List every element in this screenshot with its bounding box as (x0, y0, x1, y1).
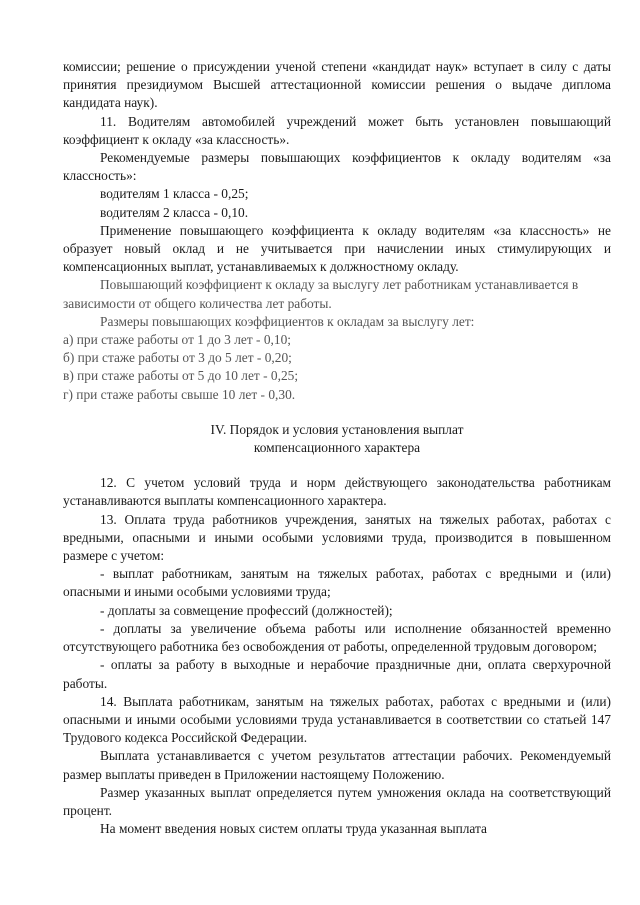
list-item-seniority-c: в) при стаже работы от 5 до 10 лет - 0,25; (63, 368, 299, 384)
paragraph-new-systems-truncated: На момент введения новых систем оплаты труда указанная выплата (100, 821, 487, 837)
paragraph-payment-size: Размер указанных выплат определяется путем умножения оклада на соответствующий процент. (63, 784, 611, 818)
paragraph-commission-continued: комиссии; решение о присуждении ученой степени «кандидат наук» вступает в силу с даты принятия президиумом Высшей аттестационной комиссии решения о выдаче диплома кандидата наук). (63, 59, 611, 111)
paragraph-14-labor-code: 14. Выплата работникам, занятым на тяжелых работах, работах с вредными и (или) опасными и иными особыми условиями труда устанавливается в соответствии со статьей 147 Трудового кодекса Российской Федерации. (63, 693, 611, 746)
paragraph-class-coefficient-application: Применение повышающего коэффициента к окладу водителям «за классность» не образует новый оклад и не учитывается при начислении иных стимулирующих и компенсационных выплат, устанавливаемых к должностному окладу. (63, 222, 611, 275)
list-item-seniority-d: г) при стаже работы свыше 10 лет - 0,30. (63, 386, 296, 402)
paragraph-13-hard-work-pay: 13. Оплата труда работников учреждения, занятых на тяжелых работах, работах с вредными, опасными и иными особыми условиями труда, производится в повышенном размере с учетом: (63, 511, 611, 564)
section-heading-line-1: IV. Порядок и условия установления выплат (210, 421, 464, 437)
paragraph-recommended-class-coefficients: Рекомендуемые размеры повышающих коэффициентов к окладу водителям «за классность»: (63, 150, 611, 184)
list-item-class-1: водителям 1 класса - 0,25; (100, 186, 249, 202)
list-item-seniority-a: а) при стаже работы от 1 до 3 лет - 0,10; (63, 332, 292, 348)
list-item-weekend-overtime: - оплаты за работу в выходные и нерабочие праздничные дни, оплата сверхурочной работы. (63, 657, 611, 691)
list-item-seniority-b: б) при стаже работы от 3 до 5 лет - 0,20; (63, 350, 292, 366)
paragraph-11-drivers: 11. Водителям автомобилей учреждений может быть установлен повышающий коэффициент к окладу «за классность». (63, 113, 611, 147)
list-item-hard-work-payments: - выплат работникам, занятым на тяжелых работах, работах с вредными и (или) опасными и иными особыми условиями труда; (63, 566, 611, 600)
list-item-class-2: водителям 2 класса - 0,10. (100, 204, 249, 220)
spacer (63, 404, 611, 421)
section-heading-line-2: компенсационного характера (253, 440, 421, 456)
document-page (63, 58, 611, 838)
list-item-workload-surcharge: - доплаты за увеличение объема работы или исполнение обязанностей временно отсутствующего работника без освобождения от работы, определенной трудовым договором; (63, 620, 611, 655)
paragraph-seniority-coefficient: Повышающий коэффициент к окладу за выслугу лет работникам устанавливается в зависимости от общего количества лет работы. (63, 277, 579, 311)
spacer (63, 457, 611, 474)
paragraph-seniority-sizes: Размеры повышающих коэффициентов к окладам за выслугу лет: (100, 313, 475, 329)
list-item-combination-surcharge: - доплаты за совмещение профессий (должностей); (100, 602, 393, 618)
paragraph-certification-results: Выплата устанавливается с учетом результатов аттестации рабочих. Рекомендуемый размер выплаты приведен в Приложении настоящему Положению. (63, 748, 611, 782)
paragraph-12-compensation: 12. С учетом условий труда и норм действующего законодательства работникам устанавливаются выплаты компенсационного характера. (63, 475, 611, 509)
